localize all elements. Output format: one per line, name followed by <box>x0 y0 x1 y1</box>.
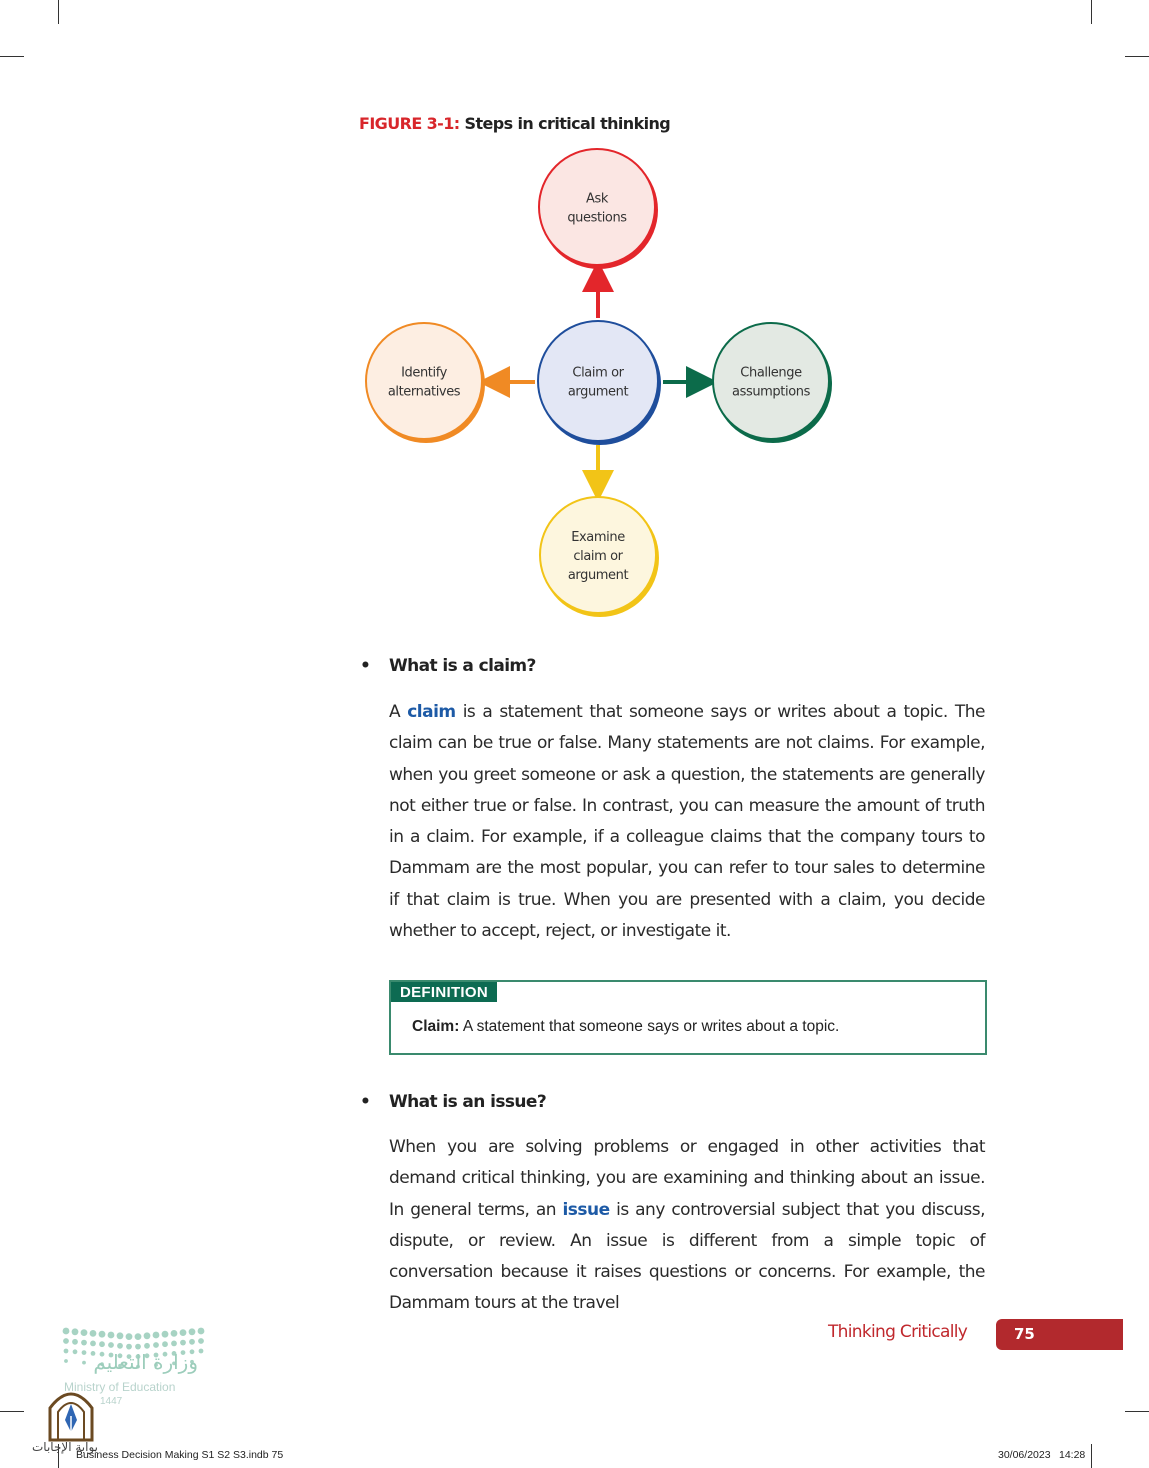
page-number: 75 <box>1014 1325 1035 1343</box>
slug-file: Business Decision Making S1 S2 S3.indb 75 <box>76 1449 284 1461</box>
paragraph-text: is any controversial subject that you discuss, dispute, or review. An issue is different from a simple topic of conversation because it raises questions or concerns. For example, the Dammam tours at the travel <box>389 1199 985 1314</box>
bullet: • <box>360 1092 371 1112</box>
term-claim: claim <box>407 702 456 722</box>
logo-dot <box>117 1332 124 1339</box>
node-center-label: argument <box>567 384 629 400</box>
logo-dot <box>171 1330 178 1337</box>
logo-dot <box>99 1331 106 1338</box>
portal-name: بوابة الإجابات <box>32 1440 99 1454</box>
logo-dot <box>135 1344 141 1350</box>
node-top-label: questions <box>567 210 627 226</box>
slug-date: 30/06/2023 <box>998 1449 1051 1461</box>
node-bottom-label: Examine <box>571 530 625 545</box>
logo-dot <box>199 1349 204 1354</box>
logo-dot <box>81 1340 87 1346</box>
logo-dot <box>162 1331 169 1338</box>
node-bottom-label: claim or <box>573 549 623 564</box>
logo-dot <box>162 1341 168 1347</box>
crop-mark <box>1125 56 1149 57</box>
page-number-tab <box>996 1319 1123 1350</box>
ministry-english-name: Ministry of Education <box>64 1380 176 1394</box>
definition-text: A statement that someone says or writes about a topic. <box>459 1018 840 1035</box>
logo-dot <box>144 1332 151 1339</box>
logo-dot <box>198 1338 204 1344</box>
logo-dot <box>189 1328 196 1335</box>
ministry-year: 1447 <box>100 1396 123 1407</box>
logo-dot <box>126 1344 132 1350</box>
heading-what-is-issue <box>360 1092 546 1112</box>
definition-term: Claim: <box>412 1018 460 1035</box>
logo-dot <box>126 1333 133 1340</box>
node-bottom <box>540 497 659 617</box>
logo-dot <box>72 1328 79 1335</box>
node-bottom-label: argument <box>567 568 629 583</box>
crop-mark <box>1091 1444 1092 1468</box>
logo-dot <box>153 1332 160 1339</box>
heading-text: What is an issue? <box>389 1092 547 1112</box>
portal-emblem-icon <box>46 1386 96 1442</box>
node-left <box>366 323 485 443</box>
crop-mark <box>0 56 24 57</box>
node-left-label: alternatives <box>387 384 461 400</box>
issue-paragraph <box>389 1132 985 1320</box>
heading-text: What is a claim? <box>389 656 536 676</box>
logo-dot <box>108 1342 114 1348</box>
figure-title: Steps in critical thinking <box>464 114 671 133</box>
node-left-label: Identify <box>401 365 447 381</box>
paragraph-text: is a statement that someone says or writes about a topic. The claim can be true or false. Many statements are not claims. For example, when you greet someone or ask a question, the statements are generally not either true or false. In contrast, you can measure the amount of truth in a claim. For example, if a colleague claims that the company tours to Dammam are the most popular, you can refer to tour sales to determine if that claim is true. When you are presented with a claim, you decide whether to accept, reject, or investigate it. <box>389 702 985 942</box>
logo-dot <box>90 1330 97 1337</box>
crop-mark <box>0 1411 24 1412</box>
node-top-label: Ask <box>586 191 608 207</box>
logo-dot <box>99 1341 105 1347</box>
definition-body <box>412 1018 839 1036</box>
logo-dot <box>144 1343 150 1349</box>
crop-mark <box>1091 0 1092 24</box>
logo-dot <box>90 1341 96 1347</box>
logo-dot <box>153 1342 159 1348</box>
logo-dot <box>108 1332 115 1339</box>
logo-dot <box>63 1338 69 1344</box>
ministry-arabic-name: وزارة التعليم <box>93 1350 198 1374</box>
logo-dot <box>189 1339 195 1345</box>
logo-dot <box>198 1328 205 1335</box>
definition-box <box>389 980 987 1055</box>
logo-dot <box>135 1333 142 1340</box>
logo-dot <box>180 1329 187 1336</box>
logo-dot <box>180 1340 186 1346</box>
claim-paragraph <box>389 697 985 947</box>
logo-dot <box>72 1339 78 1345</box>
figure-number: FIGURE 3-1: <box>359 114 460 133</box>
chapter-title: Thinking Critically <box>828 1322 968 1342</box>
crop-mark <box>58 0 59 24</box>
node-center <box>538 321 661 445</box>
bullet: • <box>360 656 371 676</box>
crop-mark <box>1125 1411 1149 1412</box>
paragraph-text: When you are solving problems or engaged in other activities that demand critical thinking, you are examining and thinking about an issue. In general terms, an <box>389 1137 985 1220</box>
node-center-label: Claim or <box>572 365 624 381</box>
paragraph-text: A <box>389 702 408 722</box>
node-right-label: assumptions <box>732 384 810 400</box>
logo-dot <box>63 1328 70 1335</box>
logo-dot <box>117 1343 123 1349</box>
figure-caption <box>359 114 670 133</box>
critical-thinking-diagram <box>355 140 845 630</box>
term-issue: issue <box>562 1199 610 1220</box>
heading-what-is-claim <box>360 656 536 676</box>
logo-dot <box>81 1329 88 1336</box>
node-right <box>713 323 832 443</box>
logo-dot <box>171 1341 177 1347</box>
definition-tag: DEFINITION <box>391 982 497 1002</box>
slug-time: 14:28 <box>1059 1449 1086 1461</box>
node-right-label: Challenge <box>740 365 802 381</box>
node-top <box>539 149 658 269</box>
